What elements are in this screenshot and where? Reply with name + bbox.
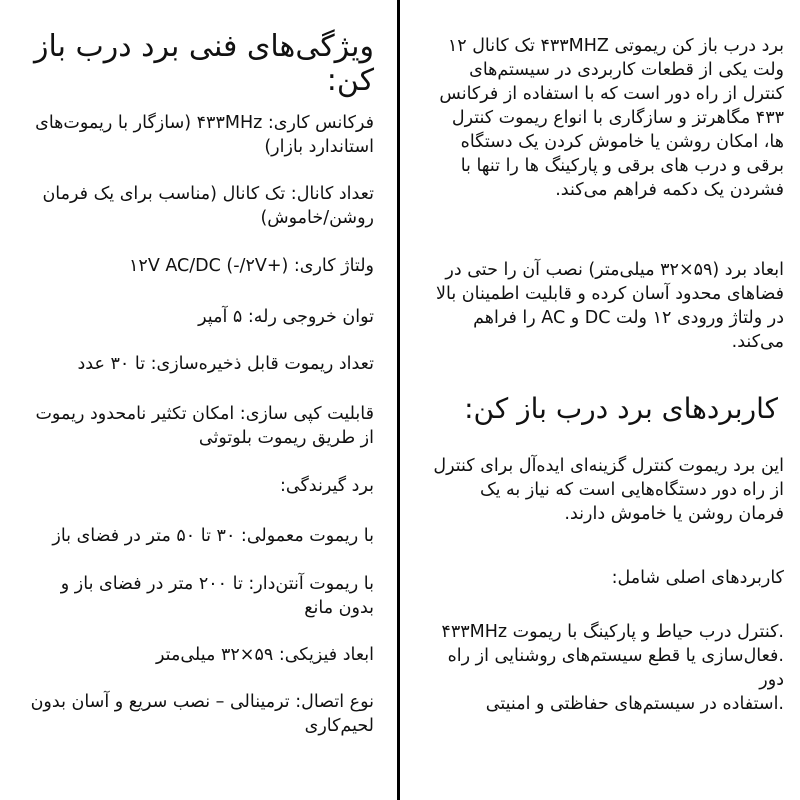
spec-relay-output: توان خروجی رله: ۵ آمپر — [198, 307, 374, 327]
specs-heading: ویژگی‌های فنی برد درب باز کن: — [34, 29, 374, 98]
spec-frequency: فرکانس کاری: ۴۳۳MHz (سازگار با ریموت‌های استاندارد بازار) — [35, 113, 374, 157]
spec-range-antenna: با ریموت آنتن‌دار: تا ۲۰۰ متر در فضای باز و بدون مانع — [60, 574, 374, 618]
spec-copy-capability: قابلیت کپی سازی: امکان تکثیر نامحدود ریموت از طریق ریموت بلوتوثی — [35, 404, 374, 448]
column-divider — [397, 0, 400, 800]
spec-channels: تعداد کانال: تک کانال (مناسب برای یک فرمان روشن/خاموش) — [42, 184, 374, 228]
spec-connection: نوع اتصال: ترمینالی – نصب سریع و آسان بدون لحیم‌کاری — [30, 692, 374, 736]
list-item: .کنترل درب حیاط و پارکینگ با ریموت ۴۳۳MHz — [441, 622, 784, 642]
applications-paragraph: این برد ریموت کنترل گزینه‌ای ایده‌آل برای کنترل از راه دور دستگاه‌هایی است که نیاز به یک فرمان روشن یا خاموش دارند. — [433, 456, 784, 524]
spec-range-label: برد گیرندگی: — [279, 476, 374, 496]
applications-heading: کاربردهای برد درب باز کن: — [464, 392, 778, 425]
spec-remote-count: تعداد ریموت قابل ذخیره‌سازی: تا ۳۰ عدد — [77, 354, 374, 374]
applications-main-label: کاربردهای اصلی شامل: — [611, 568, 784, 588]
intro-paragraph: برد درب باز کن ریموتی ۴۳۳MHZ تک کانال ۱۲ ولت یکی از قطعات کاربردی در سیستم‌های کنترل از راه دور است که با استفاده از فرکانس ۴۳۳ مگاهرتز و سازگاری با انواع ریموت کنترل ها، امکان روشن یا خاموش کردن یک دستگاه برقی و درب های برقی و پارکینگ ها را تنها با فشردن یک دکمه فراهم می‌کند. — [439, 36, 784, 200]
dimensions-paragraph: ابعاد برد (۵۹×۳۲ میلی‌متر) نصب آن را حتی در فضاهای محدود آسان کرده و قابلیت اطمینان بالا در ولتاژ ورودی ۱۲ ولت DC و AC را فراهم می‌کند. — [436, 260, 784, 352]
spec-range-standard: با ریموت معمولی: ۳۰ تا ۵۰ متر در فضای باز — [52, 526, 374, 546]
list-item: .فعال‌سازی یا قطع سیستم‌های روشنایی از راه دور — [447, 646, 784, 690]
spec-voltage: ولتاژ کاری: (+۲V/-) ۱۲V AC/DC — [129, 256, 374, 276]
list-item: .استفاده در سیستم‌های حفاظتی و امنیتی — [485, 694, 784, 714]
spec-dimensions: ابعاد فیزیکی: ۵۹×۳۲ میلی‌متر — [156, 645, 374, 665]
applications-list — [432, 620, 784, 716]
